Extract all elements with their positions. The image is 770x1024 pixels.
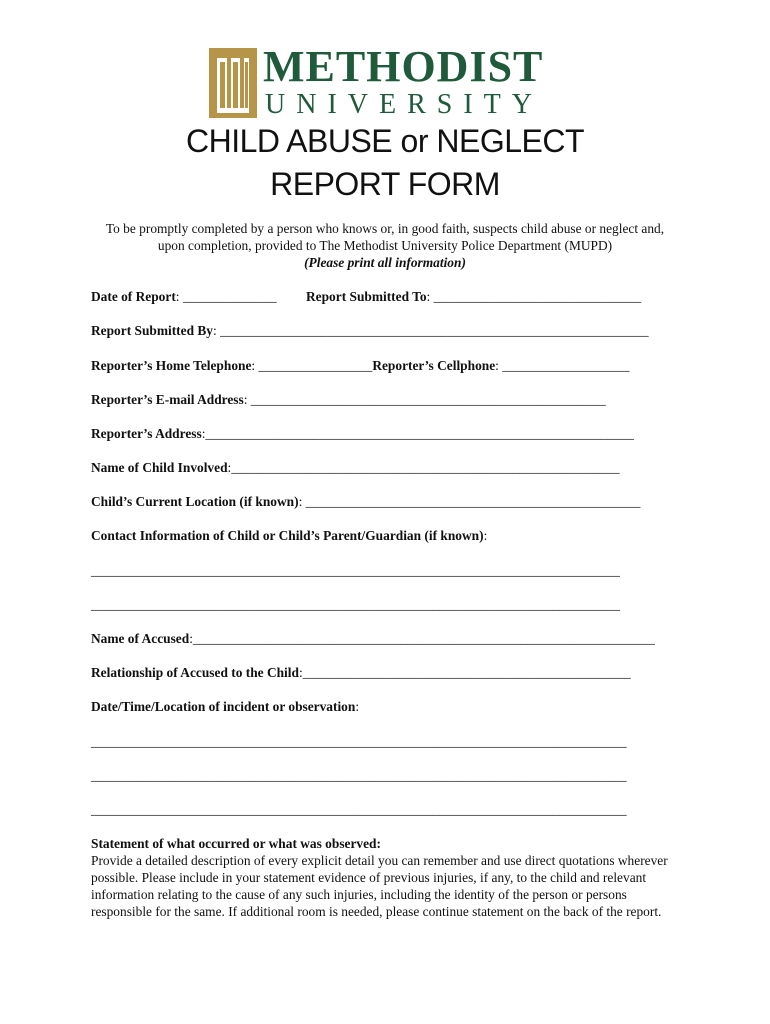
university-logo bbox=[0, 44, 770, 120]
university-wordmark bbox=[263, 44, 563, 120]
relationship-field[interactable] bbox=[91, 664, 631, 681]
logo-sub-text: UNIVERSITY bbox=[265, 89, 543, 120]
date-of-report-blank[interactable]: : ______________ bbox=[175, 289, 277, 304]
report-submitted-by-blank[interactable]: : ________________________________________________________________ bbox=[213, 323, 649, 338]
child-location-label: Child’s Current Location (if known) bbox=[91, 494, 299, 509]
incident-label: Date/Time/Location of incident or observation bbox=[91, 699, 356, 714]
incident-colon: : bbox=[355, 699, 360, 714]
intro-note: (Please print all information) bbox=[304, 255, 466, 270]
home-telephone-field[interactable] bbox=[91, 357, 629, 374]
report-submitted-to-blank[interactable]: : _______________________________ bbox=[426, 289, 642, 304]
accused-name-label: Name of Accused bbox=[91, 631, 190, 646]
email-label: Reporter’s E-mail Address bbox=[91, 392, 244, 407]
contact-info-field bbox=[91, 527, 487, 544]
contact-info-line-2[interactable]: _______________________________________________________________________________ bbox=[91, 597, 620, 612]
logo-name-text: METHODIST bbox=[263, 42, 544, 91]
incident-line-2[interactable]: ________________________________________________________________________________ bbox=[91, 768, 627, 783]
intro-text bbox=[60, 220, 710, 271]
relationship-label: Relationship of Accused to the Child bbox=[91, 665, 299, 680]
child-location-field[interactable] bbox=[91, 493, 640, 510]
email-blank[interactable]: : _____________________________________________________ bbox=[243, 392, 606, 407]
date-of-report-field[interactable] bbox=[91, 288, 277, 305]
cellphone-blank[interactable]: : ___________________ bbox=[495, 358, 630, 373]
child-name-blank[interactable]: :__________________________________________________________ bbox=[227, 460, 620, 475]
address-label: Reporter’s Address bbox=[91, 426, 202, 441]
report-submitted-to-label: Report Submitted To bbox=[306, 289, 427, 304]
child-name-label: Name of Child Involved bbox=[91, 460, 228, 475]
statement-body: Provide a detailed description of every explicit detail you can remember and use direct quotations wherever possible. Please include in your statement evidence of previous injuries, if any, to the child and relevant information relating to the cause of any such injuries, including the identity of the person or persons responsible for the same. If additional room is needed, please continue statement on the back of the report. bbox=[91, 853, 668, 919]
incident-field bbox=[91, 698, 359, 715]
incident-line-1[interactable]: ________________________________________________________________________________ bbox=[91, 734, 627, 749]
report-submitted-to-field[interactable] bbox=[306, 288, 641, 305]
accused-name-blank[interactable]: :_____________________________________________________________________ bbox=[189, 631, 655, 646]
cellphone-label: Reporter’s Cellphone bbox=[372, 358, 496, 373]
address-field[interactable] bbox=[91, 425, 634, 442]
statement-section bbox=[91, 835, 691, 920]
intro-line2: upon completion, provided to The Methodist University Police Department (MUPD) bbox=[157, 238, 613, 253]
date-of-report-label: Date of Report bbox=[91, 289, 176, 304]
home-telephone-label: Reporter’s Home Telephone bbox=[91, 358, 252, 373]
contact-info-colon: : bbox=[483, 528, 488, 543]
form-title-line2: REPORT FORM bbox=[270, 166, 500, 202]
address-blank[interactable]: :________________________________________________________________ bbox=[201, 426, 634, 441]
report-submitted-by-label: Report Submitted By bbox=[91, 323, 214, 338]
email-field[interactable] bbox=[91, 391, 606, 408]
home-telephone-blank[interactable]: : _________________ bbox=[251, 358, 373, 373]
incident-line-3[interactable]: ________________________________________________________________________________ bbox=[91, 802, 627, 817]
statement-heading: Statement of what occurred or what was observed: bbox=[91, 836, 381, 851]
contact-info-line-1[interactable]: _______________________________________________________________________________ bbox=[91, 563, 620, 578]
intro-line1: To be promptly completed by a person who knows or, in good faith, suspects child abuse or neglect and, bbox=[105, 221, 665, 236]
child-name-field[interactable] bbox=[91, 459, 620, 476]
form-title-line1: CHILD ABUSE or NEGLECT bbox=[186, 123, 584, 159]
university-crest-icon bbox=[209, 48, 257, 118]
accused-name-field[interactable] bbox=[91, 630, 655, 647]
relationship-blank[interactable]: :_________________________________________________ bbox=[298, 665, 631, 680]
contact-info-label: Contact Information of Child or Child’s Parent/Guardian (if known) bbox=[91, 528, 484, 543]
report-submitted-by-field[interactable] bbox=[91, 322, 649, 339]
child-location-blank[interactable]: : __________________________________________________ bbox=[298, 494, 641, 509]
